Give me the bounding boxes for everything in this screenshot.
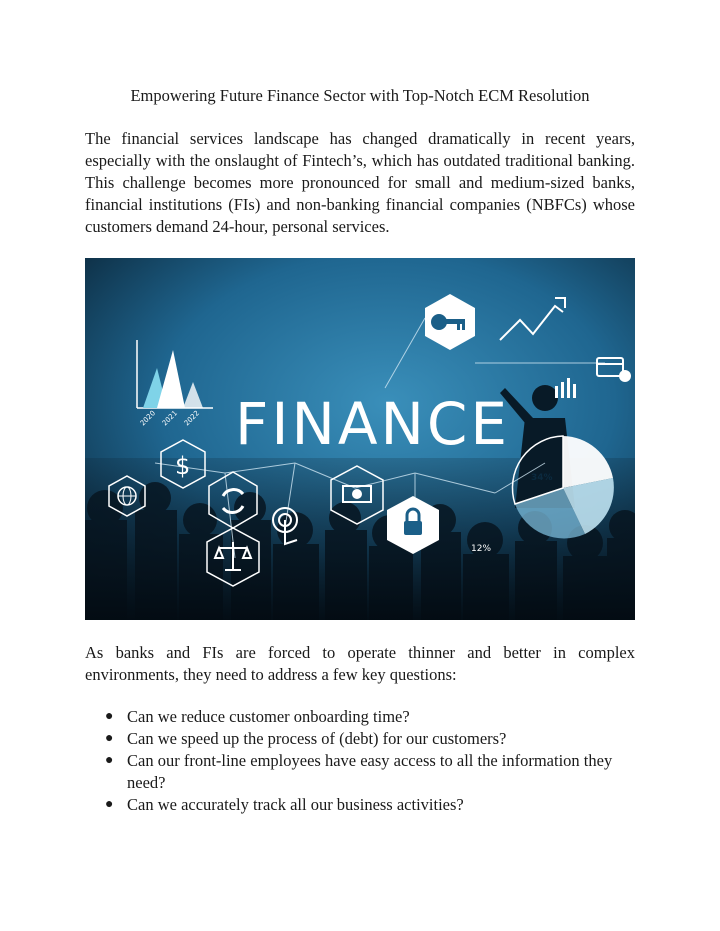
pie-label-large: 34% — [531, 473, 553, 483]
chart-year-2: 2021 — [160, 409, 180, 428]
bullet-icon: ● — [105, 753, 114, 768]
bullet-icon: ● — [105, 731, 114, 746]
intro-paragraph: The financial services landscape has changed dramatically in recent years, especially with the onslaught of Fintech’s, which has outdated traditional banking. This challenge becomes more pronounced for small and medium-sized banks, financial institutions (FIs) and non-banking financial companies (NBFCs) whose customers demand 24-hour, personal services. — [85, 129, 635, 236]
list-item: ● Can we speed up the process of (debt) for our customers? — [105, 729, 507, 748]
document-title: Empowering Future Finance Sector with Top-Notch ECM Resolution — [130, 86, 590, 105]
questions-intro-paragraph: As banks and FIs are forced to operate thinner and better in complex environments, they need to address a few key questions: — [85, 643, 635, 684]
finance-hero-image — [85, 258, 635, 620]
key-questions-list — [85, 706, 635, 816]
dollar-icon: $ — [175, 452, 191, 480]
list-item: ● Can we reduce customer onboarding time? — [105, 707, 410, 726]
chart-year-3: 2022 — [182, 409, 202, 428]
bullet-icon: ● — [105, 797, 114, 812]
finance-headline: FINANCE — [235, 390, 511, 458]
pie-label-small: 12% — [471, 544, 492, 554]
list-item: ● Can our front-line employees have easy access to all the information they need? — [105, 751, 613, 792]
list-item: ● Can we accurately track all our business activities? — [105, 795, 464, 814]
bullet-icon: ● — [105, 709, 114, 724]
chart-year-1: 2020 — [138, 409, 158, 428]
